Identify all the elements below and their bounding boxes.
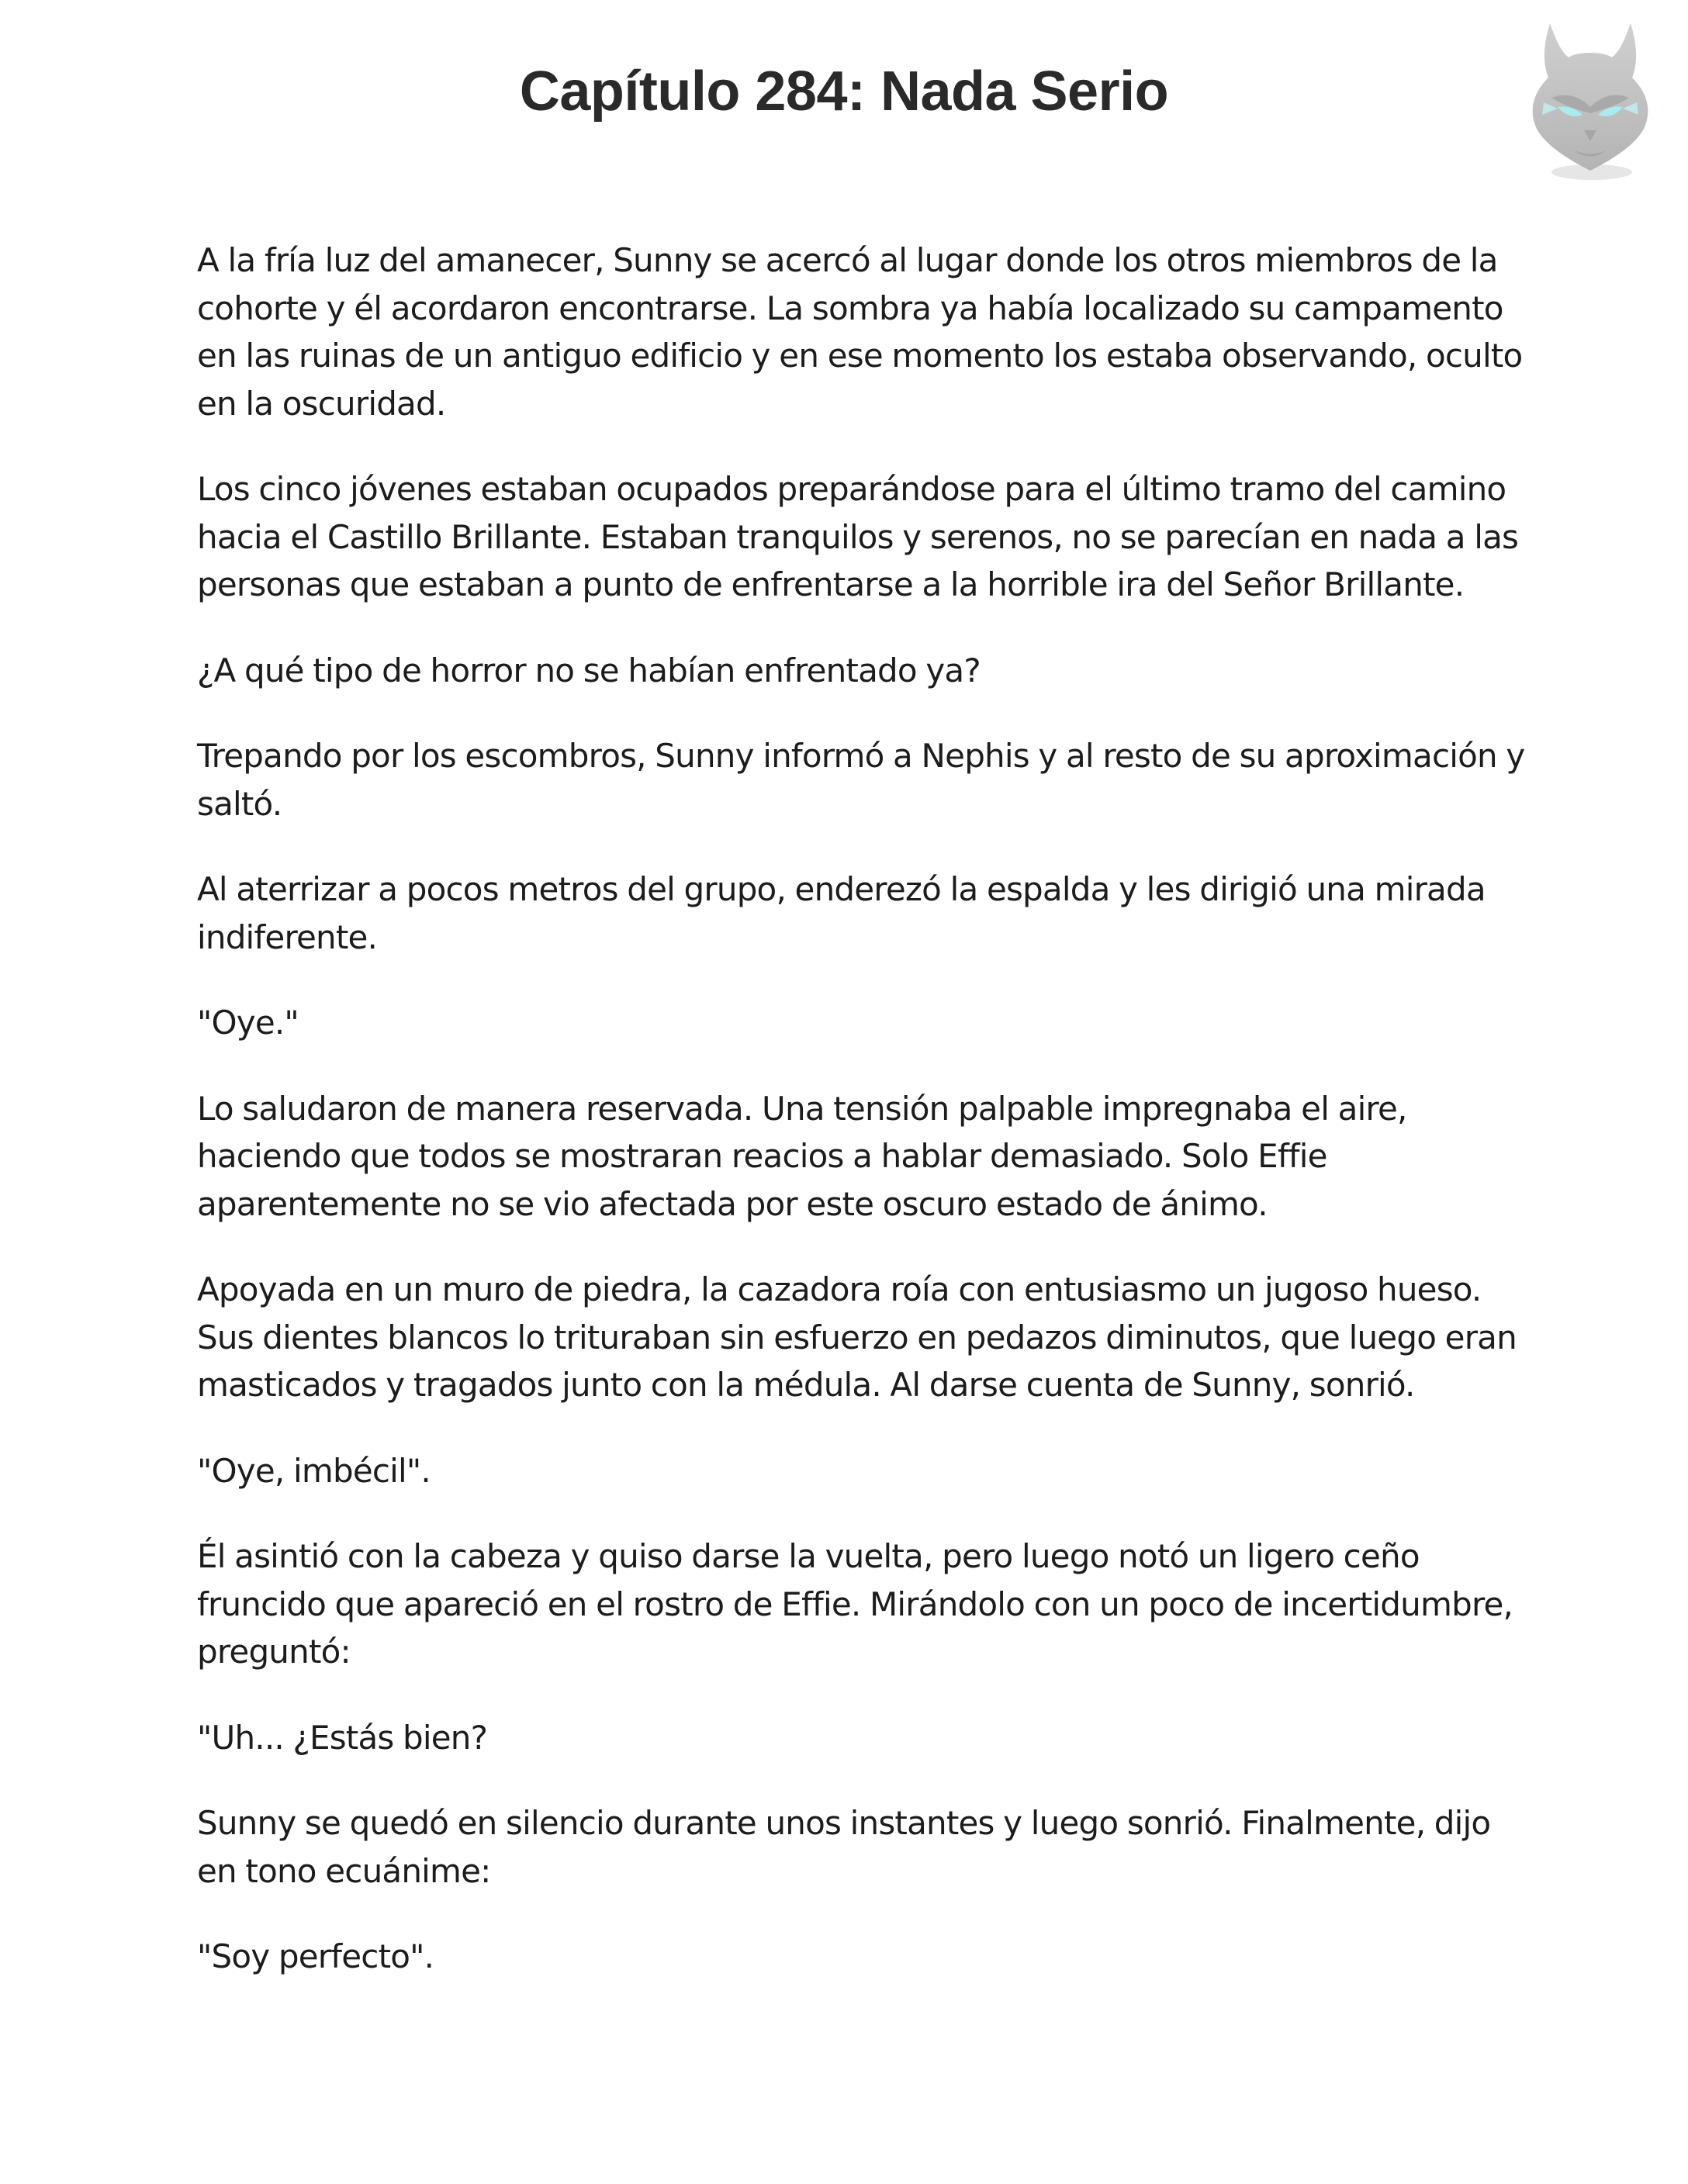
paragraph: "Uh... ¿Estás bien? [197, 1718, 488, 1757]
paragraph: "Soy perfecto". [197, 1937, 434, 1975]
paragraph: Apoyada en un muro de piedra, la cazadora roía con entusiasmo un jugoso hueso. Sus dientes blancos lo trituraban sin esfuerzo en pedazos diminutos, que luego eran masticados y tragados junto con la médula. Al darse cuenta de Sunny, sonrió. [197, 1270, 1517, 1404]
chapter-body [197, 237, 1531, 2019]
paragraph: Lo saludaron de manera reservada. Una tensión palpable impregnaba el aire, haciendo que todos se mostraran reacios a hablar demasiado. Solo Effie aparentemente no se vio afectada por este oscuro estado de ánimo. [197, 1089, 1407, 1223]
paragraph: A la fría luz del amanecer, Sunny se acercó al lugar donde los otros miembros de la cohorte y él acordaron encontrarse. La sombra ya había localizado su campamento en las ruinas de un antiguo edificio y en ese momento los estaba observando, oculto en la oscuridad. [197, 241, 1523, 423]
chapter-title: Capítulo 284: Nada Serio [519, 60, 1169, 123]
paragraph: Los cinco jóvenes estaban ocupados preparándose para el último tramo del camino hacia el Castillo Brillante. Estaban tranquilos y serenos, no se parecían en nada a las personas que estaban a punto de enfrentarse a la horrible ira del Señor Brillante. [197, 470, 1519, 603]
paragraph: "Oye." [197, 1004, 299, 1042]
paragraph: Sunny se quedó en silencio durante unos instantes y luego sonrió. Finalmente, dijo en tono ecuánime: [197, 1804, 1491, 1890]
paragraph: Él asintió con la cabeza y quiso darse la vuelta, pero luego notó un ligero ceño fruncido que apareció en el rostro de Effie. Mirándolo con un poco de incertidumbre, preguntó: [197, 1537, 1513, 1671]
paragraph: ¿A qué tipo de horror no se habían enfrentado ya? [197, 651, 981, 689]
paragraph: Trepando por los escombros, Sunny informó a Nephis y al resto de su aproximación y saltó. [197, 737, 1525, 823]
paragraph: "Oye, imbécil". [197, 1451, 431, 1490]
paragraph: Al aterrizar a pocos metros del grupo, enderezó la espalda y les dirigió una mirada indiferente. [197, 870, 1486, 956]
